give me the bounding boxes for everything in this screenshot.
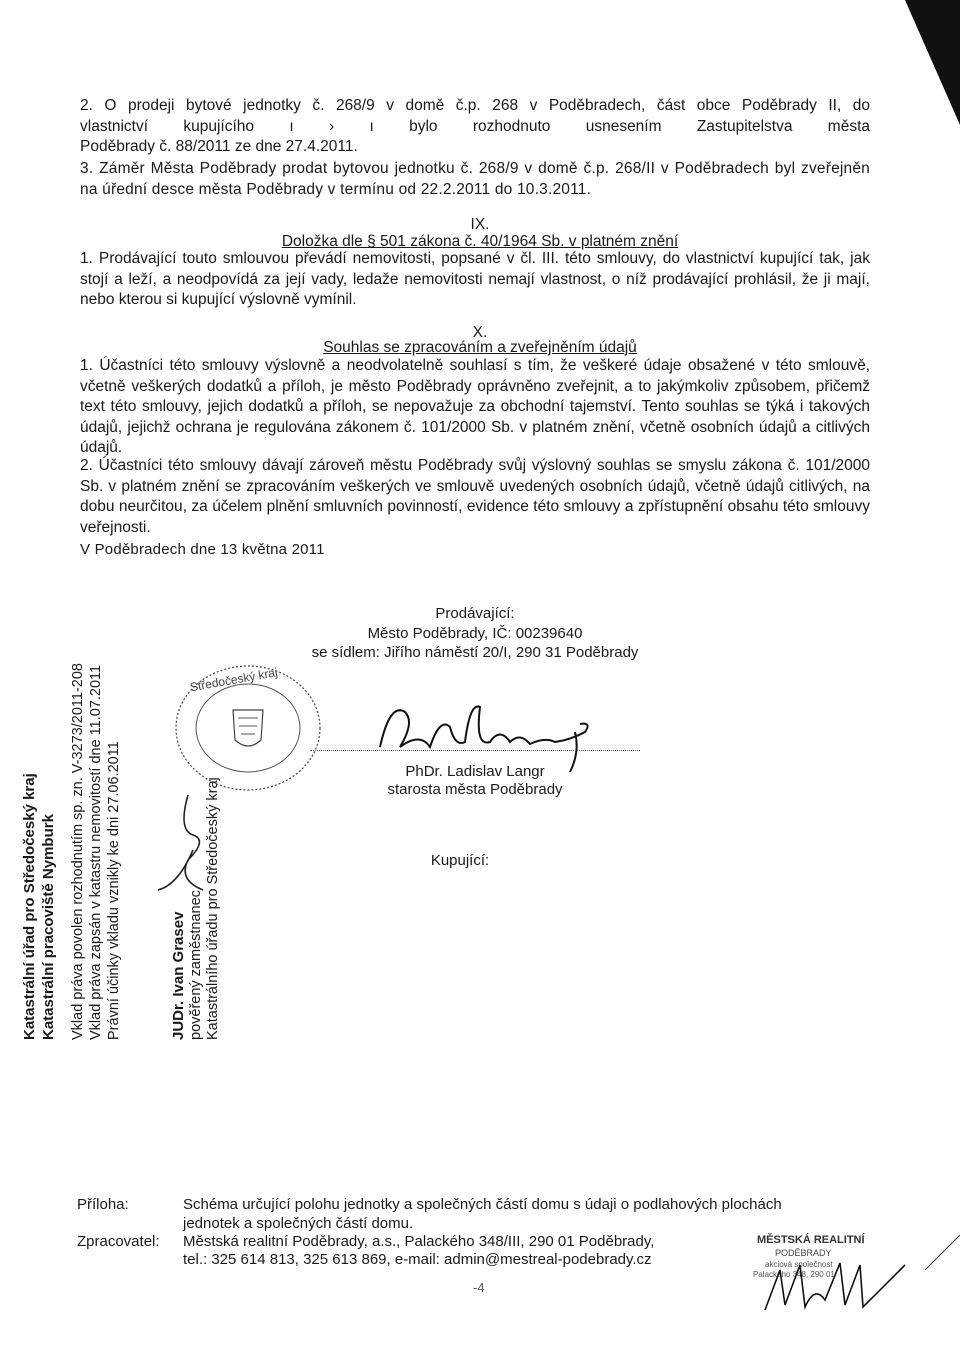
buyer-label: Kupující: <box>430 852 490 869</box>
page-number: -4 <box>473 1280 485 1295</box>
attachment-text-2: jednotek a společných částí domu. <box>183 1215 414 1232</box>
section-10-title: Souhlas se zpracováním a zveřejněním údajů <box>323 339 637 356</box>
seller-label: Prodávající: <box>435 605 515 622</box>
paragraph-3: 3. Záměr Města Poděbrady prodat bytovou jednotku č. 268/9 v domě č.p. 268/II v Poděbradech byl zveřejněn na úřední desce města Poděbrady v termínu od 22.2.2011 do 10.3.2011. <box>80 160 870 198</box>
paragraph-2-line-1: 2. O prodeji bytové jednotky č. 268/9 v domě č.p. 268 v Poděbradech, část obce Poděbrady II, do <box>80 97 870 114</box>
prepared-text-1: Městská realitní Poděbrady, a.s., Palackého 348/III, 290 01 Poděbrady, <box>183 1233 655 1250</box>
svg-text:PODĚBRADY: PODĚBRADY <box>775 1248 832 1258</box>
prepared-label: Zpracovatel: <box>77 1233 160 1250</box>
svg-text:Palackého 348, 290 01: Palackého 348, 290 01 <box>753 1270 835 1279</box>
cadastral-stamp <box>8 660 228 1040</box>
section-9-title: Doložka dle § 501 zákona č. 40/1964 Sb. v platném znění <box>281 233 679 250</box>
signature-line <box>310 750 640 751</box>
cadastre-line-3: Vklad práva povolen rozhodnutím sp. zn. V-3273/2011-208 <box>70 663 86 1040</box>
section-10-number: X. <box>472 324 488 341</box>
section-10-paragraph-2: 2. Účastníci této smlouvy dávají zároveň městu Poděbrady svůj výslovný souhlas se smyslu zákona č. 101/2000 Sb. v platném znění se zpracováním veškerých ve smlouvě uvedených osobních údajů, včetně údajů citlivých, na dobu neurčitou, za účelem plnění smluvních povinností, evidence této smlouvy a zpřístupnění obsahu této smlouvy veřejnosti. <box>80 457 870 536</box>
date-line: V Poděbradech dne 13 května 2011 <box>80 541 325 558</box>
cadastre-line-1: Katastrální úřad pro Středočeský kraj <box>21 773 38 1040</box>
svg-text:akciová společnost: akciová společnost <box>765 1260 833 1269</box>
section-9-number: IX. <box>470 216 490 233</box>
realty-company-stamp <box>745 1225 915 1315</box>
cadastre-signature <box>148 790 228 900</box>
mayor-signature <box>370 692 610 772</box>
attachment-label: Příloha: <box>77 1196 129 1213</box>
section-9-paragraph-1: 1. Prodávající touto smlouvou převádí nemovitosti, popsané v čl. III. této smlouvy, do vlastnictví kupující tak, jak stojí a leží, a neodpovídá za její vady, ledaže nemovitosti nemají vlastnost, o níž prodávající prohlásil, že ji mají, nebo kterou si kupující výslovně vymínil. <box>80 250 870 308</box>
paragraph-2-line-3: Poděbrady č. 88/2011 ze dne 27.4.2011. <box>80 138 358 155</box>
seller-address: se sídlem: Jiřího náměstí 20/I, 290 31 Poděbrady <box>311 644 639 661</box>
section-10-paragraph-1: 1. Účastníci této smlouvy výslovně a neodvolatelně souhlasí s tím, že veškeré údaje obsažené v této smlouvě, včetně veškerých dodatků a příloh, je město Poděbrady oprávněno zveřejnit, a to jakýmkoliv způsobem, přičemž text této smlouvy, jejich dodatků a příloh, se nepovažuje za obchodní tajemství. Tento souhlas se týká i takových údajů, jejichž ochrana je regulována zákonem č. 101/2000 Sb. v platném znění, včetně osobních údajů a citlivých údajů. <box>80 357 870 456</box>
seller-name: Město Poděbrady, IČ: 00239640 <box>367 625 583 642</box>
cadastre-line-6: JUDr. Ivan Grasev <box>170 911 187 1040</box>
prepared-text-2: tel.: 325 614 813, 325 613 869, e-mail: admin@mestreal-podebrady.cz <box>183 1251 652 1268</box>
seller-role: starosta města Poděbrady <box>387 781 563 798</box>
seller-signatory: PhDr. Ladislav Langr <box>405 763 545 780</box>
cadastre-line-4: Vklad práva zapsán v katastru nemovitostí dne 11.07.2011 <box>88 664 104 1040</box>
attachment-text-1: Schéma určující polohu jednotky a společných částí domu s údaji o podlahových plochách <box>183 1196 782 1213</box>
cadastre-line-7: pověřený zaměstnanec <box>188 890 204 1040</box>
svg-text:MĚSTSKÁ REALITNÍ: MĚSTSKÁ REALITNÍ <box>757 1234 865 1246</box>
cadastre-line-8: Katastrálního úřadu pro Středočeský kraj <box>205 777 221 1040</box>
cadastre-line-2: Katastrální pracoviště Nymburk <box>40 814 57 1040</box>
svg-text:Středočeský kraj: Středočeský kraj <box>188 665 279 695</box>
cadastre-line-5: Právní účinky vkladu vznikly ke dni 27.06.2011 <box>106 741 122 1040</box>
paragraph-2 <box>80 96 870 158</box>
paragraph-2-line-2: vlastnictví kupujícího ı › ı bylo rozhodnuto usnesením Zastupitelstva města <box>80 117 870 135</box>
